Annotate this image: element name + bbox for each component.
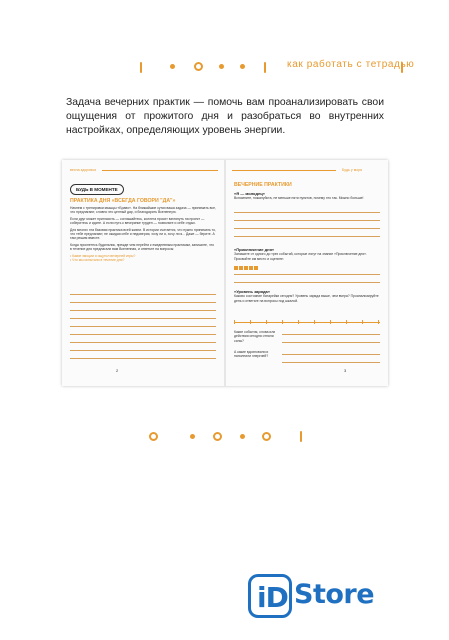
notebook-spread-image <box>62 160 388 386</box>
logo-id-text: iD <box>257 581 288 614</box>
left-question: • Какие эмоции я ощутил вечерней игры? <box>70 253 136 258</box>
practice-block <box>234 290 380 303</box>
rating-squares <box>234 264 259 270</box>
left-page-number: 2 <box>116 368 119 373</box>
energy-scale <box>234 320 380 326</box>
ornament-line-icon <box>300 431 302 442</box>
ornament-ring-icon <box>262 432 271 441</box>
answer-line <box>282 354 380 355</box>
idstore-logo <box>248 574 384 618</box>
left-paragraph: Когда проснетесь будильник, прежде чем перейти к ежедневным практикам, запишите, что в течение дня предлагали вам Вселенная, и ответьте на вопросы: <box>70 242 214 252</box>
ornament-dot-icon <box>240 434 245 439</box>
rating-square-icon <box>244 266 248 270</box>
left-question: • Что мы испытали в течение дня? <box>70 258 125 263</box>
right-head-rule <box>232 170 336 171</box>
left-paragraph: Если друг может пригласить — соглашайтесь, коллега просит взглянуть на проект — соберитесь и идите. А если путь к вечеринке труден — позвольте и себе отдых. <box>70 216 205 226</box>
right-running-head: Будь у моря <box>342 168 363 172</box>
left-badge: БУДЬ В МОМЕНТЕ <box>70 184 124 195</box>
practice-block-title: «Приключение дня» <box>234 247 275 252</box>
ornament-dot-icon <box>219 64 224 69</box>
practice-block <box>234 192 380 201</box>
answer-line <box>282 342 380 343</box>
ornament-dot-icon <box>170 64 175 69</box>
practice-block <box>234 248 380 261</box>
practice-block-text: Каково состояние батарейки сегодня? Уровень заряда выше, чем вчера? Проанализируйте день и ответьте на вопросы под шкалой. <box>234 294 379 303</box>
ornament-ring-icon <box>194 62 203 71</box>
practice-block-title: «Уровень заряда» <box>234 289 270 294</box>
practice-block-text: Запишите от одного до трех событий, которые лягут на знание «Приключение дня». Присвойте им место и оцените: <box>234 252 367 261</box>
left-body <box>70 206 216 262</box>
rating-square-icon <box>239 266 243 270</box>
rating-square-icon <box>234 266 238 270</box>
left-paragraph: Начнем с тренировки мышцы «Браво». На ближайшие сутки ваша задача — принимать все, что предлагают, словно это ценный дар, и благодарить Вселенную. <box>70 206 216 215</box>
right-question: Какие события, слова или действия сегодня отняли силы? <box>234 330 276 343</box>
left-section-title: ПРАКТИКА ДНЯ «ВСЕГДА ГОВОРИ "ДА"» <box>70 198 176 204</box>
practice-block-title: «Я — молодец» <box>234 191 265 196</box>
right-question: А какие вдохновили и наполнили энергией? <box>234 350 269 359</box>
rating-square-icon <box>249 266 253 270</box>
ornament-dot-icon <box>240 64 245 69</box>
left-page <box>62 160 224 386</box>
intro-paragraph: Задача вечерних практик — помочь вам проанализировать свои ощущения от прожитого дня и разобраться во внутренних настройках, определяющих уровень энергии. <box>66 97 384 137</box>
answer-line <box>282 334 380 335</box>
logo-mark <box>248 574 292 618</box>
right-section-title: ВЕЧЕРНИЕ ПРАКТИКИ <box>234 182 292 188</box>
ornament-ring-icon <box>149 432 158 441</box>
ornament-ring-icon <box>213 432 222 441</box>
ornament-line-icon <box>140 62 142 73</box>
left-running-head: весна здоровья <box>70 168 97 172</box>
right-page-number: 3 <box>344 368 347 373</box>
ornament-dot-icon <box>190 434 195 439</box>
left-paragraph: Для многих эта базовая практика всей жизни. В истории считается, что нужно принимать то, что тебе предлагают, не ожидая себе и недоверия, хочу ли я, хочу ли я... Даже — берите. А там решим вместе. <box>70 227 216 241</box>
ornament-line-icon <box>264 62 266 73</box>
left-head-rule <box>102 170 218 171</box>
answer-line <box>282 362 380 363</box>
section-header-title: как работать с тетрадью <box>287 59 415 70</box>
right-page <box>226 160 388 386</box>
practice-block-text: Вспомните, пожалуйста, не меньше пяти пунктов, почему это так. Можно больше! <box>234 196 364 201</box>
rating-square-icon <box>254 266 258 270</box>
logo-store-text: Store <box>294 579 375 610</box>
